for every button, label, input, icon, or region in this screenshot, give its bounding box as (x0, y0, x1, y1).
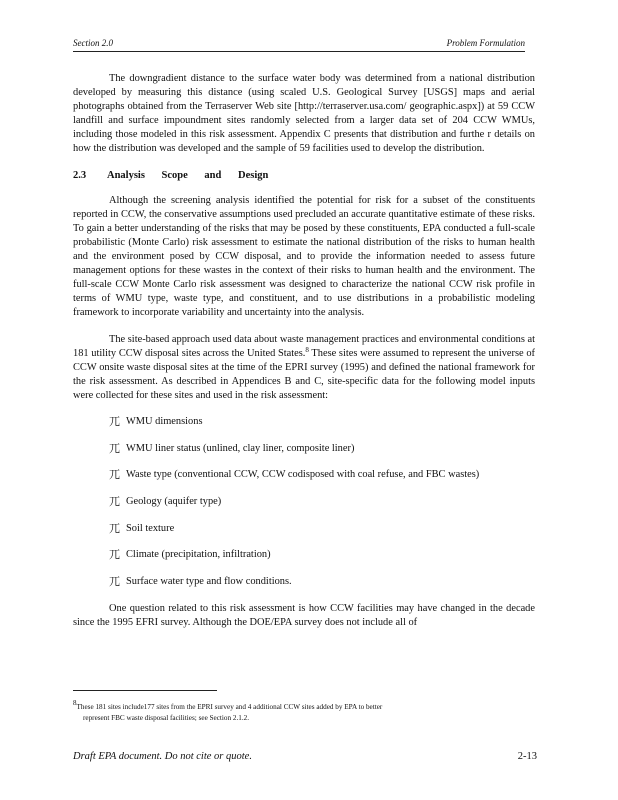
footnote-reference: 8 (305, 345, 309, 354)
list-item (73, 575, 535, 589)
list-item-text: Waste type (conventional CCW, CCW codisposed with coal refuse, and FBC wastes) (126, 469, 480, 481)
footnote-mark: 8 (73, 699, 77, 707)
paragraph-site-based-text-a: The site-based approach used data about waste management practices and environmental conditions at 181 utility CCW disposal sites across the United States. (73, 333, 535, 359)
paragraph-facility-change: One question related to this risk assessment is how CCW facilities may have changed in the decade since the 1995 EFRI survey. Although the DOE/EPA survey does not include all of (73, 602, 535, 628)
list-item-text: Soil texture (126, 522, 175, 534)
footnote-text-1: These 181 sites include177 sites from the EPRI survey and 4 additional CCW sites added by EPA to better (76, 703, 383, 711)
bullet-icon: 兀 (109, 469, 120, 482)
page-footer (73, 751, 537, 762)
list-item-text: Surface water type and flow conditions. (126, 576, 292, 588)
bullet-icon: 兀 (109, 496, 120, 509)
bullet-icon: 兀 (109, 442, 120, 455)
list-item (73, 468, 535, 482)
list-item (73, 442, 535, 456)
paragraph-distance: The downgradient distance to the surface water body was determined from a national distribution developed by measuring this distance (using scaled U.S. Geological Survey [USGS] maps and aerial photographs obtained from the Terraserver Web site [http://terraserver.usa.com/ geographic.aspx]) at 59 CCW landfill and surface impoundment sites randomly selected from a larger data set of 204 CCW WMUs, including those modeled in this risk assessment. Appendix C presents that distribution and furthe r details on how the distribution was developed and the sample of 59 facilities used to develop the distribution. (73, 73, 535, 155)
paragraph-site-based-text-b: These sites were assumed to represent the universe of CCW onsite waste disposal sites at the time of the EPRI survey (1995) and defined the national framework for the risk assessment. As described in Appendices B and C, site-specific data for the following model inputs were collected for these sites and used in the risk assessment: (73, 347, 536, 401)
page-number: 2-13 (517, 751, 537, 762)
list-item (73, 522, 535, 536)
header-chapter-title: Problem Formulation (446, 38, 525, 48)
footnote-line-1 (73, 699, 528, 713)
paragraph-site-based (73, 333, 535, 403)
list-item-text: WMU dimensions (126, 415, 203, 427)
section-title: Analysis Scope and Design (107, 169, 269, 181)
bullet-icon: 兀 (109, 549, 120, 562)
list-item (73, 548, 535, 562)
list-item (73, 415, 535, 429)
list-item (73, 495, 535, 509)
bullet-icon: 兀 (109, 576, 120, 589)
draft-notice: Draft EPA document. Do not cite or quote. (73, 751, 252, 762)
footnote (73, 699, 528, 724)
list-item-text: WMU liner status (unlined, clay liner, composite liner) (126, 442, 355, 454)
model-inputs-list (73, 415, 535, 589)
bullet-icon: 兀 (109, 415, 120, 428)
page-body (73, 72, 535, 630)
paragraph-analysis: Although the screening analysis identified the potential for risk for a subset of the constituents reported in CCW, the conservative assumptions used precluded an accurate quantitative estimate of these risks. To gain a better understanding of the risks that may be posed by these constituents, EPA conducted a full-scale probabilistic (Monte Carlo) risk assessment to estimate the national distribution of the risks to human health and the environment posed by CCW disposal, and to provide the information needed to assess future management options for these wastes in the context of their risks to human health and the environment. The full-scale CCW Monte Carlo risk assessment was designed to characterize the national CCW risk profile in terms of WMU type, waste type, and constituent, and to use distributions in a probabilistic modeling framework to incorporate variability and uncertainty into the analysis. (73, 194, 535, 319)
list-item-text: Climate (precipitation, infiltration) (126, 549, 271, 561)
footnote-divider (73, 690, 217, 691)
footnote-text-2: represent FBC waste disposal facilities; see Section 2.1.2. (83, 714, 250, 722)
bullet-icon: 兀 (109, 522, 120, 535)
list-item-text: Geology (aquifer type) (126, 496, 222, 508)
running-header (73, 37, 525, 52)
section-heading (73, 169, 535, 183)
section-number: 2.3 (73, 169, 87, 181)
header-section: Section 2.0 (73, 38, 113, 48)
